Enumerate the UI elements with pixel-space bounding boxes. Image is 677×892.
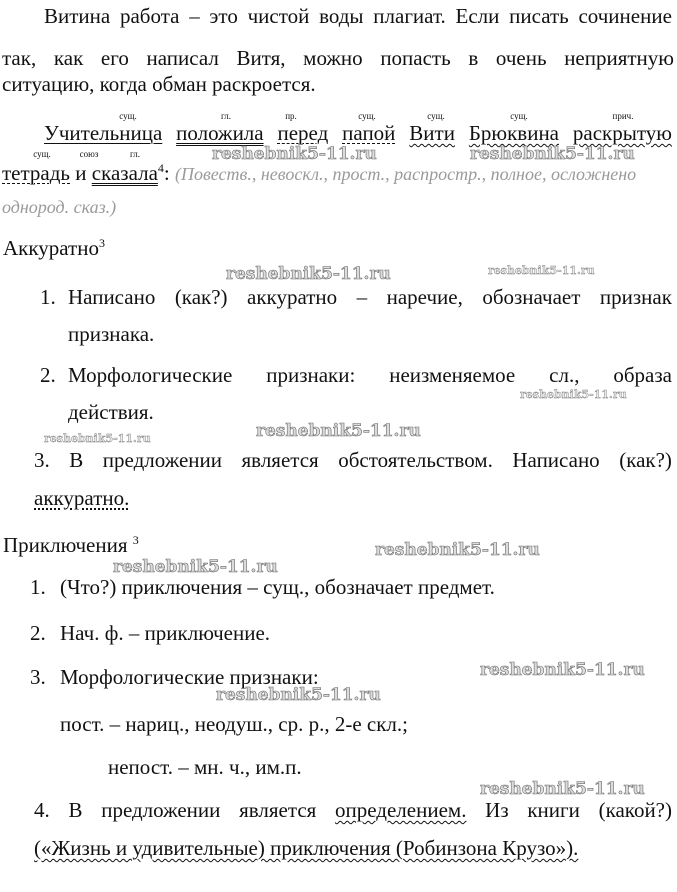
pos-tag: сущ.	[510, 111, 528, 121]
watermark: reshebnik5-11.ru	[216, 685, 381, 705]
watermark: reshebnik5-11.ru	[226, 264, 391, 284]
watermark: reshebnik5-11.ru	[256, 421, 421, 441]
predicate-word: положила	[176, 121, 264, 145]
watermark: reshebnik5-11.ru	[113, 557, 278, 577]
para1-line2: так, как его написал Витя, можно попасть в очень неприятную	[2, 46, 674, 70]
attribute-word: Брюквина	[468, 121, 560, 145]
watermark: reshebnik5-11.ru	[480, 660, 645, 680]
akkuratno-item1-cont: признака.	[68, 322, 155, 346]
variable-features: непост. – мн. ч., им.п.	[108, 755, 302, 779]
object-word: перед	[277, 121, 329, 145]
word-heading-priklyucheniya: Приключения $^3$	[3, 533, 139, 557]
pos-tag: пр.	[285, 111, 297, 121]
list-number: 1.	[30, 575, 46, 599]
attribute-word: раскрытую	[572, 121, 672, 145]
akkuratno-item3-cont: аккуратно.	[34, 486, 130, 510]
priklyucheniya-item4-cont: («Жизнь и удивительные) приключения (Робинзона Крузо»).	[34, 836, 579, 860]
list-number: 2.	[30, 621, 46, 645]
watermark: reshebnik5-11.ru	[470, 144, 635, 164]
pos-tag: союз	[79, 149, 99, 159]
attribute-word: Вити	[409, 121, 455, 145]
para1-line3: ситуацию, когда обман раскроется.	[2, 72, 316, 96]
object-word: папой	[342, 121, 396, 145]
watermark: reshebnik5-11.ru	[488, 264, 595, 277]
akkuratno-item2: Морфологические признаки: неизменяемое сл., образа	[68, 363, 672, 387]
priklyucheniya-item2: Нач. ф. – приключение.	[60, 621, 271, 645]
akkuratno-item3: 3. В предложении является обстоятельством. Написано (как?)	[34, 448, 672, 472]
pos-tag: прич.	[612, 111, 634, 121]
pos-tag: гл.	[221, 111, 231, 121]
pos-tag: сущ.	[427, 111, 445, 121]
pos-tag: сущ.	[33, 149, 51, 159]
watermark: reshebnik5-11.ru	[44, 432, 151, 445]
priklyucheniya-item3: Морфологические признаки:	[60, 665, 319, 689]
watermark: reshebnik5-11.ru	[375, 540, 540, 560]
watermark: reshebnik5-11.ru	[480, 779, 645, 799]
priklyucheniya-item1: (Что?) приключения – сущ., обозначает предмет.	[60, 575, 495, 599]
sentence-characteristic: (Повеств., невоскл., прост., распростр., полное, осложнено	[175, 164, 637, 184]
word-heading-akkuratno: Аккуратно$^3$	[3, 236, 105, 260]
subject-word: Учительница	[44, 121, 163, 145]
priklyucheniya-item4: 4. В предложении является определением. Из книги (какой?)	[34, 798, 672, 822]
sentence-line1	[44, 121, 672, 145]
para1-line1: Витина работа – это чистой воды плагиат. Если писать сочинение	[44, 4, 672, 28]
pos-tag: гл.	[130, 149, 140, 159]
watermark: reshebnik5-11.ru	[212, 144, 377, 164]
object-word: тетрадь	[2, 161, 71, 185]
watermark: reshebnik5-11.ru	[520, 388, 627, 401]
list-number: 1.	[40, 285, 56, 309]
list-number: 2.	[40, 363, 56, 387]
constant-features: пост. – нариц., неодуш., ср. р., 2-е скл.;	[60, 712, 408, 736]
akkuratno-item2-cont: действия.	[68, 400, 154, 424]
pos-tag: сущ.	[358, 111, 376, 121]
predicate-word: сказала	[91, 161, 158, 185]
sentence-line2: тетрадь и сказала$^4$: (Повеств., невоскл., прост., распростр., полное, осложнено	[2, 161, 637, 185]
footnote-mark: 4	[157, 161, 164, 175]
list-number: 3.	[30, 665, 46, 689]
pos-tag: сущ.	[119, 111, 137, 121]
sentence-characteristic-cont: однород. сказ.)	[2, 197, 117, 217]
akkuratno-item1: Написано (как?) аккуратно – наречие, обозначает признак	[68, 285, 672, 309]
